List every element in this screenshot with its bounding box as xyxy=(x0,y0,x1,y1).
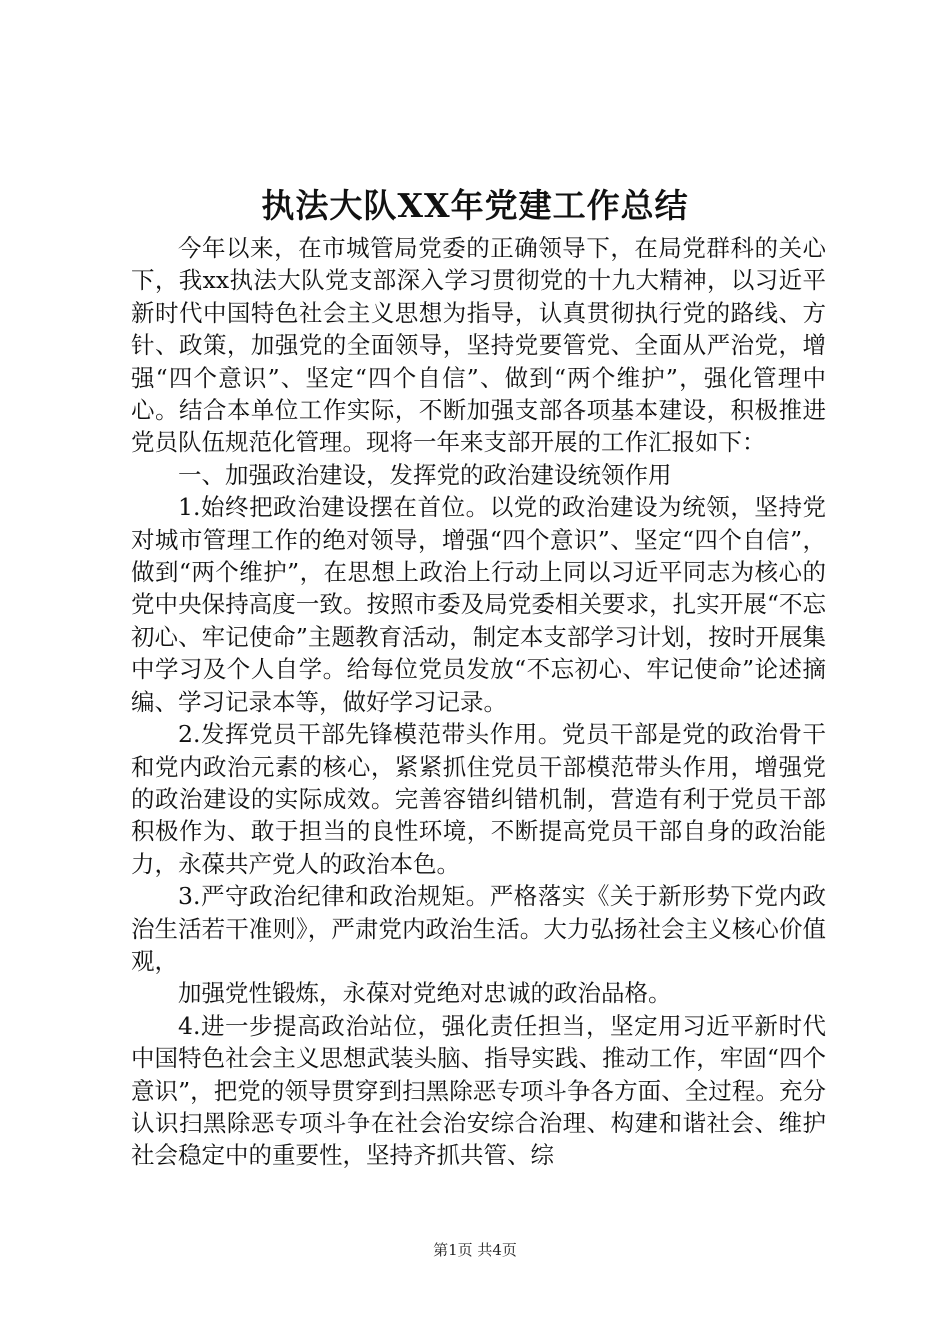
body-paragraph: 1.始终把政治建设摆在首位。以党的政治建设为统领，坚持党对城市管理工作的绝对领导，增强“四个意识”、坚定“四个自信”，做到“两个维护”，在思想上政治上行动上同以习近平同志为核心的党中央保持高度一致。按照市委及局党委相关要求，扎实开展“不忘初心、牢记使命”主题教育活动，制定本支部学习计划，按时开展集中学习及个人自学。给每位党员发放“不忘初心、牢记使命”论述摘编、学习记录本等，做好学习记录。 xyxy=(131,493,826,716)
page-number-footer: 第1页 共4页 xyxy=(433,1241,517,1259)
section-heading: 一、加强政治建设，发挥党的政治建设统领作用 xyxy=(178,460,672,489)
body-paragraph: 加强党性锻炼，永葆对党绝对忠诚的政治品格。 xyxy=(178,979,672,1008)
body-paragraph: 3.严守政治纪律和政治规矩。严格落实《关于新形势下党内政治生活若干准则》，严肃党内政治生活。大力弘扬社会主义核心价值观， xyxy=(131,882,826,975)
intro-paragraph: 今年以来，在市城管局党委的正确领导下，在局党群科的关心下，我xx执法大队党支部深入学习贯彻党的十九大精神，以习近平新时代中国特色社会主义思想为指导，认真贯彻执行党的路线、方针、政策，加强党的全面领导，坚持党要管党、全面从严治党，增强“四个意识”、坚定“四个自信”、做到“两个维护”，强化管理中心。结合本单位工作实际，不断加强支部各项基本建设，积极推进党员队伍规范化管理。现将一年来支部开展的工作汇报如下： xyxy=(131,234,826,457)
body-paragraph: 4.进一步提高政治站位，强化责任担当，坚定用习近平新时代中国特色社会主义思想武装头脑、指导实践、推动工作，牢固“四个意识”，把党的领导贯穿到扫黑除恶专项斗争各方面、全过程。充分认识扫黑除恶专项斗争在社会治安综合治理、构建和谐社会、维护社会稳定中的重要性，坚持齐抓共管、综 xyxy=(131,1011,826,1170)
body-paragraph: 2.发挥党员干部先锋模范带头作用。党员干部是党的政治骨干和党内政治元素的核心，紧紧抓住党员干部模范带头作用，增强党的政治建设的实际成效。完善容错纠错机制，营造有利于党员干部积极作为、敢于担当的良性环境，不断提高党员干部自身的政治能力，永葆共产党人的政治本色。 xyxy=(131,720,826,878)
document-body xyxy=(131,232,826,1172)
document-title: 执法大队XX年党建工作总结 xyxy=(261,186,689,225)
